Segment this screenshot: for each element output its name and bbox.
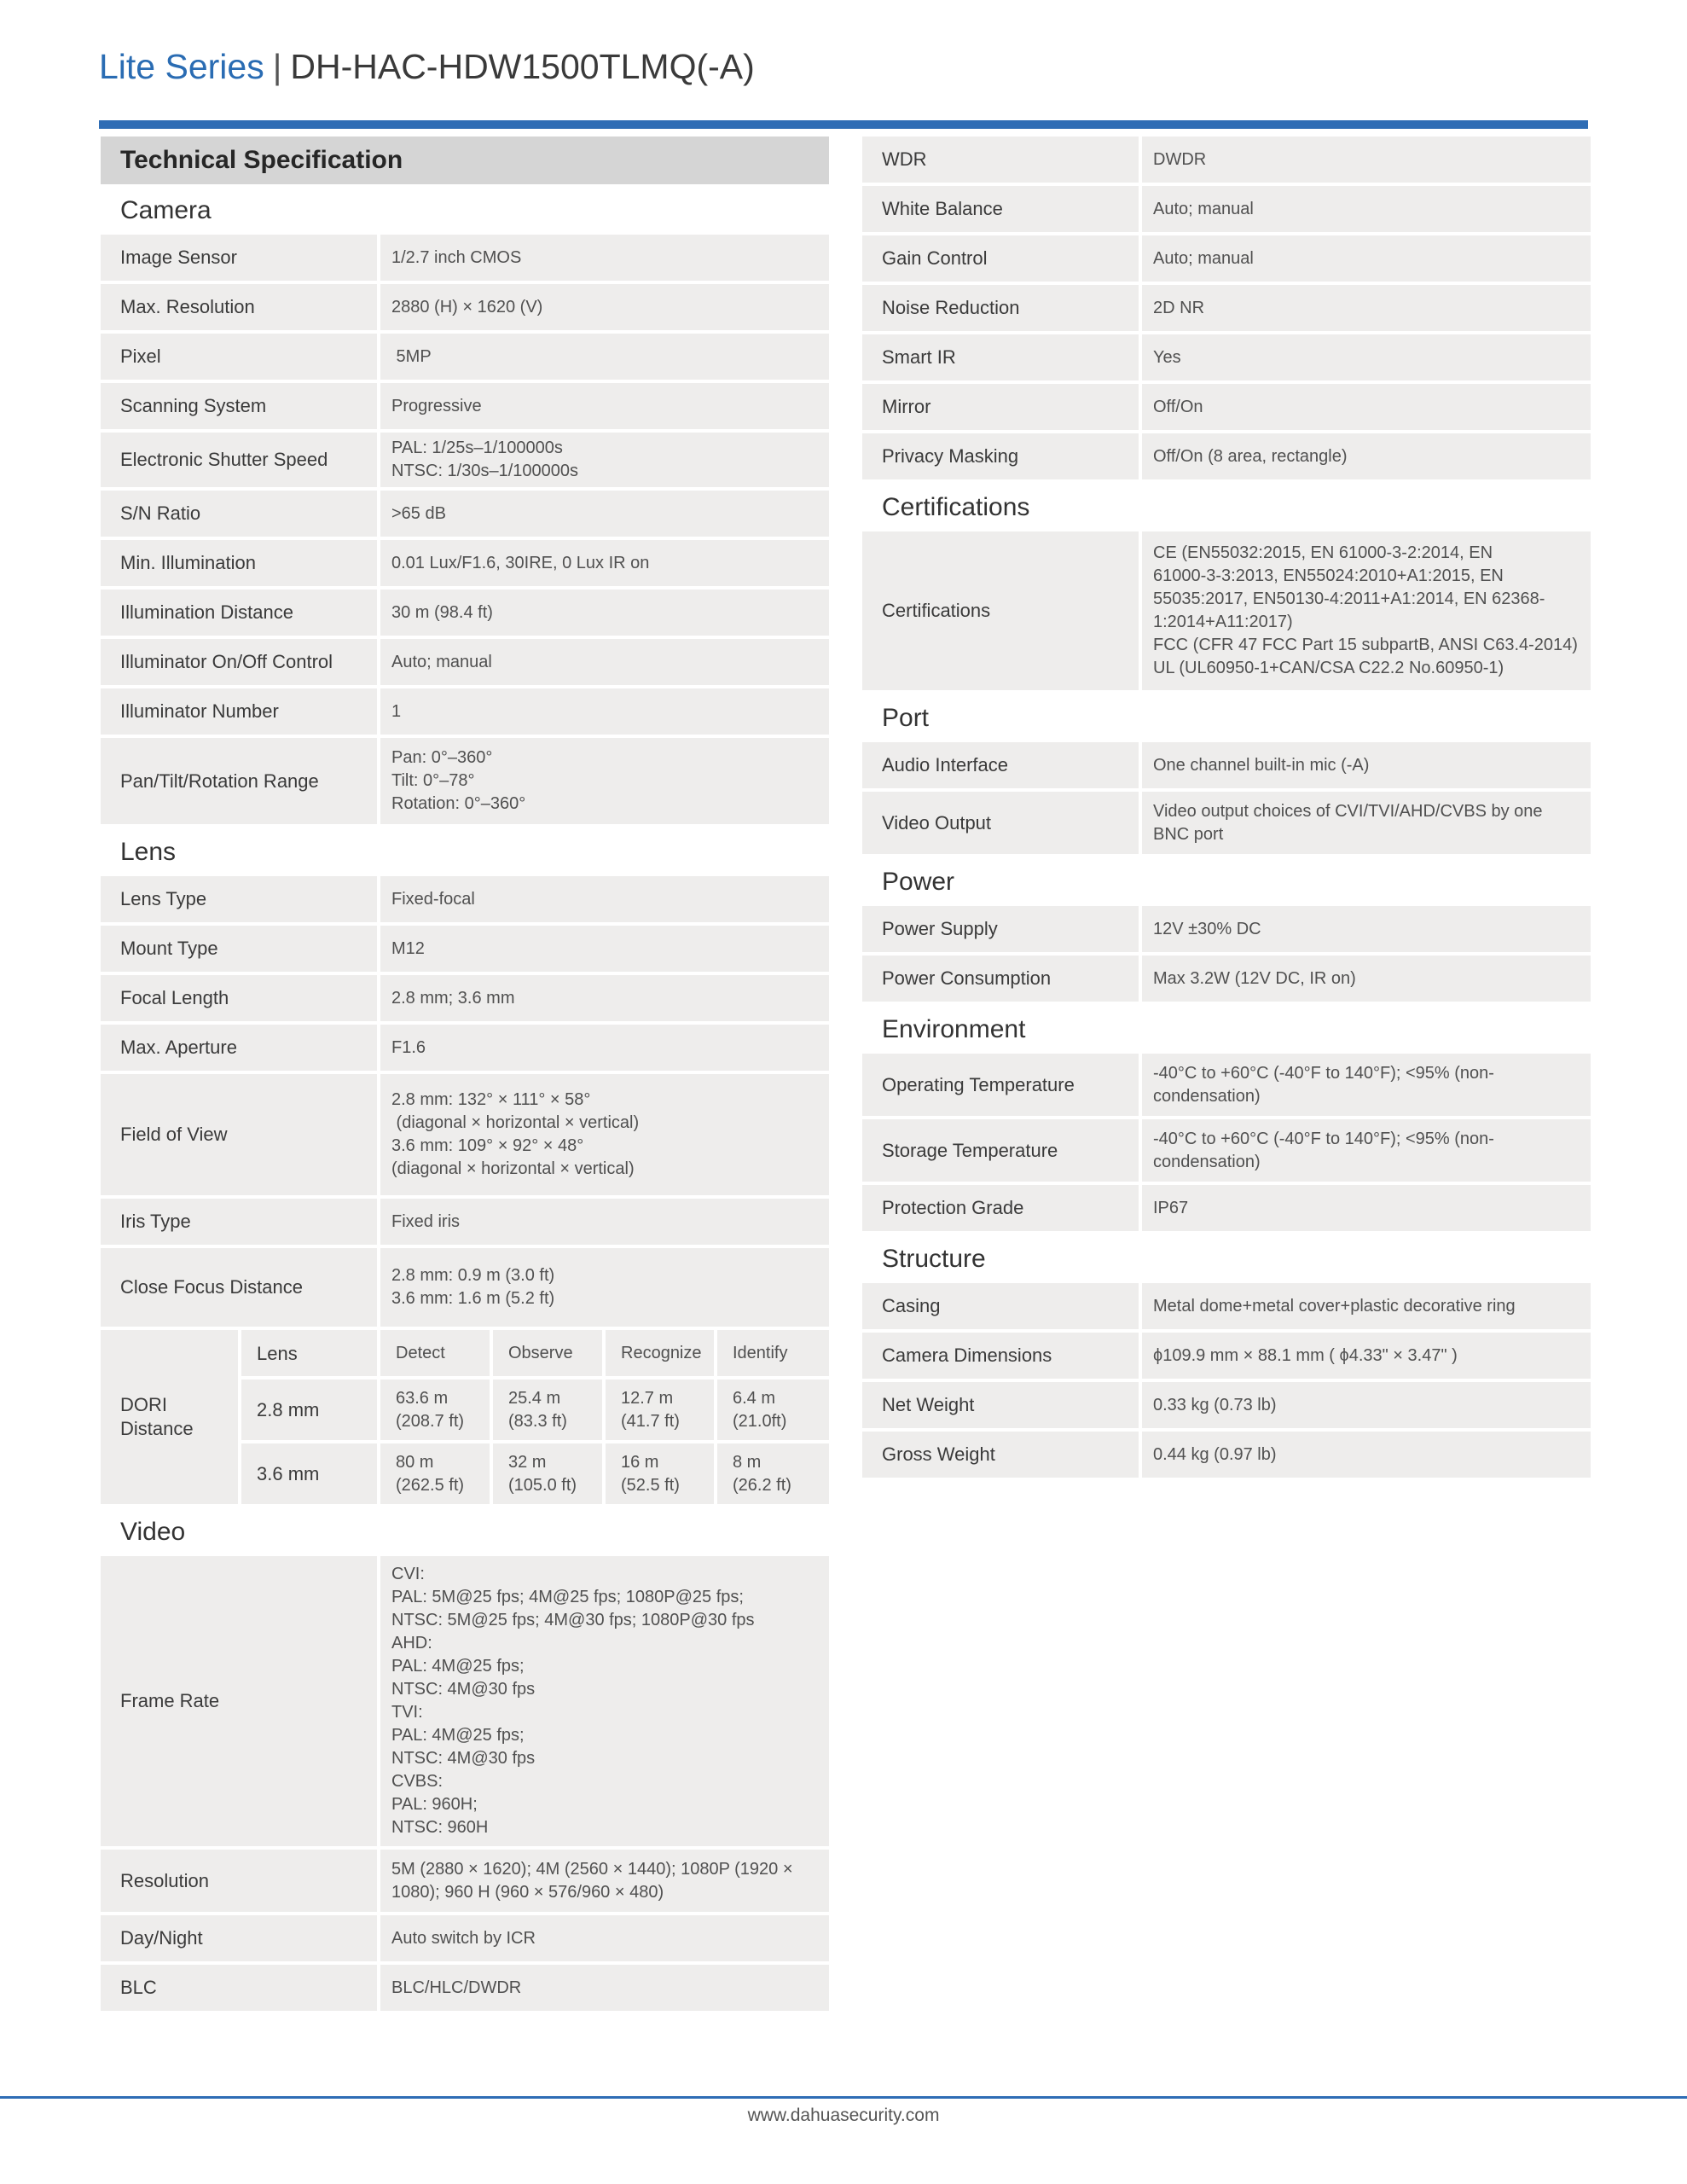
spec-label: Max. Resolution — [101, 284, 377, 330]
spec-row — [862, 186, 1591, 232]
spec-value-line: Fixed-focal — [391, 889, 475, 909]
spec-row — [101, 639, 829, 685]
spec-value — [1142, 1333, 1591, 1379]
video-spec-table — [101, 1556, 829, 2011]
spec-label: Power Consumption — [862, 956, 1139, 1002]
spec-value — [380, 1965, 829, 2011]
spec-value — [380, 926, 829, 972]
spec-value-line: condensation) — [1153, 1152, 1261, 1171]
spec-value-line: 2.8 mm; 3.6 mm — [391, 988, 515, 1008]
dori-lens-cell: 2.8 mm — [241, 1380, 377, 1440]
spec-value-line: 12V ±30% DC — [1153, 919, 1261, 938]
spec-value-line: PAL: 4M@25 fps; — [391, 1657, 525, 1676]
spec-value — [380, 1248, 829, 1327]
spec-label: White Balance — [862, 186, 1139, 232]
spec-value-line: PAL: 960H; — [391, 1795, 478, 1814]
dori-value-line: 12.7 m — [621, 1388, 674, 1408]
spec-label: Pan/Tilt/Rotation Range — [101, 738, 377, 824]
model-name: DH-HAC-HDW1500TLMQ(-A) — [290, 47, 755, 86]
spec-row — [862, 1432, 1591, 1478]
spec-value-line: 61000-3-3:2013, EN55024:2010+A1:2015, EN — [1153, 566, 1504, 585]
dori-value-cell — [717, 1380, 829, 1440]
spec-value-line: 0.01 Lux/F1.6, 30IRE, 0 Lux IR on — [391, 553, 650, 572]
dori-value-line: (208.7 ft) — [396, 1411, 465, 1431]
spec-label: Max. Aperture — [101, 1025, 377, 1071]
series-name: Lite Series — [99, 47, 264, 86]
spec-value-line: NTSC: 4M@30 fps — [391, 1680, 536, 1699]
spec-value — [1142, 1283, 1591, 1329]
dori-row — [241, 1443, 829, 1504]
spec-label: WDR — [862, 136, 1139, 183]
spec-label: Camera Dimensions — [862, 1333, 1139, 1379]
spec-row — [101, 334, 829, 380]
footer-url: www.dahuasecurity.com — [747, 2106, 940, 2125]
spec-value-line: 5M (2880 × 1620); 4M (2560 × 1440); 1080P (1920 × — [391, 1859, 793, 1879]
spec-value-line: -40°C to +60°C (-40°F to 140°F); <95% (non- — [1153, 1129, 1494, 1148]
left-column — [101, 136, 829, 2014]
spec-value-line: 1:2014+A11:2017) — [1153, 613, 1293, 631]
spec-value — [1142, 1382, 1591, 1428]
spec-value — [380, 491, 829, 537]
spec-label: Illuminator Number — [101, 688, 377, 735]
spec-value — [380, 1850, 829, 1912]
spec-row — [101, 1199, 829, 1245]
spec-label: Gross Weight — [862, 1432, 1139, 1478]
spec-value-line: 1/2.7 inch CMOS — [391, 247, 522, 267]
spec-value — [380, 383, 829, 429]
spec-value-line: Rotation: 0°–360° — [391, 794, 526, 813]
spec-value — [1142, 136, 1591, 183]
dori-value-cell — [606, 1443, 714, 1504]
power-spec-table — [862, 906, 1591, 1002]
spec-value — [380, 1074, 829, 1195]
spec-value-line: Progressive — [391, 396, 482, 415]
spec-label: Storage Temperature — [862, 1119, 1139, 1182]
spec-label: Illumination Distance — [101, 590, 377, 636]
spec-row — [101, 284, 829, 330]
spec-value-line: 2.8 mm: 0.9 m (3.0 ft) — [391, 1266, 555, 1285]
spec-value-line: AHD: — [391, 1634, 432, 1653]
spec-label: Scanning System — [101, 383, 377, 429]
spec-row — [862, 742, 1591, 788]
spec-value-line: CVBS: — [391, 1772, 443, 1791]
spec-value — [1142, 334, 1591, 380]
spec-value-line: 2880 (H) × 1620 (V) — [391, 297, 543, 317]
dori-value-cell — [606, 1380, 714, 1440]
spec-value-line: Metal dome+metal cover+plastic decorative ring — [1153, 1296, 1516, 1316]
header-rule — [99, 120, 1588, 129]
spec-value-line: ϕ109.9 mm × 88.1 mm ( ϕ4.33" × 3.47" ) — [1153, 1345, 1458, 1365]
spec-row — [862, 1382, 1591, 1428]
spec-label: Net Weight — [862, 1382, 1139, 1428]
spec-value-line: IP67 — [1153, 1198, 1189, 1217]
section-title-port: Port — [882, 703, 930, 732]
spec-value — [380, 876, 829, 922]
spec-value-line: PAL: 5M@25 fps; 4M@25 fps; 1080P@25 fps; — [391, 1588, 744, 1606]
spec-value-line: M12 — [391, 938, 425, 958]
dori-value-line: 63.6 m — [396, 1388, 449, 1408]
spec-value-line: 2D NR — [1153, 298, 1205, 317]
spec-value-line: condensation) — [1153, 1086, 1261, 1106]
dori-value-line: 25.4 m — [508, 1388, 561, 1408]
spec-row — [101, 738, 829, 824]
dori-distance-table — [101, 1330, 829, 1504]
spec-row — [101, 590, 829, 636]
spec-value-line: 55035:2017, EN50130-4:2011+A1:2014, EN 62368- — [1153, 590, 1545, 608]
spec-row — [101, 926, 829, 972]
title-separator: | — [272, 47, 282, 86]
dori-value-cell — [493, 1380, 602, 1440]
spec-value-line: >65 dB — [391, 503, 446, 523]
spec-label: Power Supply — [862, 906, 1139, 952]
spec-label: Privacy Masking — [862, 433, 1139, 479]
section-title-environment: Environment — [882, 1014, 1026, 1043]
environment-spec-table — [862, 1054, 1591, 1231]
spec-label: Focal Length — [101, 975, 377, 1021]
spec-value — [380, 738, 829, 824]
spec-value — [1142, 531, 1591, 690]
spec-label: Protection Grade — [862, 1185, 1139, 1231]
spec-value-line: -40°C to +60°C (-40°F to 140°F); <95% (non- — [1153, 1063, 1494, 1083]
spec-label: Iris Type — [101, 1199, 377, 1245]
spec-value-line: PAL: 1/25s–1/100000s — [391, 439, 563, 457]
dori-value-cell — [380, 1380, 490, 1440]
spec-value — [380, 688, 829, 735]
spec-value-line: Video output choices of CVI/TVI/AHD/CVBS by one — [1153, 801, 1543, 821]
port-spec-table — [862, 742, 1591, 854]
dori-value-line: 6.4 m — [733, 1388, 776, 1408]
lens-spec-table — [101, 876, 829, 1327]
spec-value-line: CVI: — [391, 1565, 425, 1583]
dori-grid — [241, 1330, 829, 1504]
spec-value-line: Pan: 0°–360° — [391, 748, 493, 767]
spec-value-line: 1080); 960 H (960 × 576/960 × 480) — [391, 1882, 664, 1902]
spec-row — [101, 1556, 829, 1846]
spec-value — [1142, 956, 1591, 1002]
spec-row — [862, 1333, 1591, 1379]
spec-value-line: Off/On — [1153, 397, 1203, 416]
spec-row — [101, 433, 829, 487]
spec-row — [101, 540, 829, 586]
spec-value-line: TVI: — [391, 1703, 423, 1722]
dori-label-line: DORI — [120, 1394, 167, 1415]
spec-label: Image Sensor — [101, 235, 377, 281]
spec-row — [101, 491, 829, 537]
section-title-video: Video — [120, 1517, 186, 1546]
spec-row — [862, 531, 1591, 690]
spec-value — [1142, 235, 1591, 282]
spec-row — [862, 235, 1591, 282]
spec-value-line: 2.8 mm: 132° × 111° × 58° — [391, 1090, 591, 1109]
spec-value-line: Off/On (8 area, rectangle) — [1153, 446, 1348, 466]
spec-value-line: NTSC: 5M@25 fps; 4M@30 fps; 1080P@30 fps — [391, 1611, 755, 1629]
dori-row — [241, 1380, 829, 1440]
spec-label: Illuminator On/Off Control — [101, 639, 377, 685]
dori-value-line: 16 m — [621, 1452, 659, 1472]
spec-value-line: 30 m (98.4 ft) — [391, 602, 493, 622]
dori-header-cell: Identify — [717, 1330, 829, 1376]
section-title-camera: Camera — [120, 195, 212, 224]
spec-value — [1142, 186, 1591, 232]
dori-value-line: 32 m — [508, 1452, 547, 1472]
spec-value-line: Max 3.2W (12V DC, IR on) — [1153, 968, 1356, 988]
dori-label-line: Distance — [120, 1418, 194, 1439]
dori-label — [101, 1330, 238, 1504]
spec-value — [380, 433, 829, 487]
spec-value — [380, 1025, 829, 1071]
dori-header-cell: Detect — [380, 1330, 490, 1376]
spec-value-line: Tilt: 0°–78° — [391, 771, 475, 790]
spec-value — [380, 639, 829, 685]
dori-value-line: (21.0ft) — [733, 1411, 787, 1431]
spec-value — [380, 1556, 829, 1846]
spec-value — [1142, 1119, 1591, 1182]
dori-header-cell: Lens — [241, 1330, 377, 1376]
spec-row — [862, 956, 1591, 1002]
spec-value — [380, 540, 829, 586]
spec-label: Electronic Shutter Speed — [101, 433, 377, 487]
spec-value-line: Auto; manual — [1153, 199, 1254, 218]
spec-value — [1142, 1054, 1591, 1116]
dori-value-line: (105.0 ft) — [508, 1475, 577, 1495]
spec-value-line: NTSC: 4M@30 fps — [391, 1749, 536, 1768]
spec-value — [1142, 792, 1591, 854]
spec-value-line: 3.6 mm: 109° × 92° × 48° — [391, 1136, 584, 1155]
camera-spec-table — [101, 235, 829, 824]
spec-value — [1142, 742, 1591, 788]
spec-value-line: Auto switch by ICR — [391, 1928, 536, 1948]
spec-row — [101, 1915, 829, 1961]
spec-value — [1142, 285, 1591, 331]
dori-value-line: 8 m — [733, 1452, 762, 1472]
certifications-spec-table — [862, 531, 1591, 690]
structure-spec-table — [862, 1283, 1591, 1478]
dori-value-line: 80 m — [396, 1452, 434, 1472]
spec-label: Day/Night — [101, 1915, 377, 1961]
spec-value-line: F1.6 — [391, 1037, 426, 1057]
spec-row — [101, 235, 829, 281]
spec-value-line: CE (EN55032:2015, EN 61000-3-2:2014, EN — [1153, 543, 1493, 562]
spec-label: Gain Control — [862, 235, 1139, 282]
spec-value-line: DWDR — [1153, 149, 1207, 169]
right-column — [862, 136, 1591, 1481]
spec-label: Certifications — [862, 531, 1139, 690]
spec-row — [101, 1248, 829, 1327]
spec-label: Min. Illumination — [101, 540, 377, 586]
dori-lens-cell: 3.6 mm — [241, 1443, 377, 1504]
dori-header-cell: Observe — [493, 1330, 602, 1376]
spec-value — [380, 975, 829, 1021]
spec-value-line: 0.33 kg (0.73 lb) — [1153, 1395, 1277, 1414]
spec-row — [862, 384, 1591, 430]
spec-label: Noise Reduction — [862, 285, 1139, 331]
section-title-lens: Lens — [120, 837, 177, 866]
spec-value-line: BNC port — [1153, 824, 1224, 844]
spec-label: Smart IR — [862, 334, 1139, 380]
spec-value-line: One channel built-in mic (-A) — [1153, 755, 1370, 775]
spec-label: Lens Type — [101, 876, 377, 922]
spec-value-line: 3.6 mm: 1.6 m (5.2 ft) — [391, 1289, 555, 1308]
spec-row — [862, 136, 1591, 183]
image-spec-table — [862, 136, 1591, 479]
spec-label: Frame Rate — [101, 1556, 377, 1846]
spec-value — [1142, 906, 1591, 952]
spec-row — [101, 975, 829, 1021]
spec-row — [862, 1119, 1591, 1182]
spec-label: Resolution — [101, 1850, 377, 1912]
spec-row — [862, 792, 1591, 854]
page-title — [99, 49, 755, 84]
spec-label: S/N Ratio — [101, 491, 377, 537]
spec-row — [862, 1185, 1591, 1231]
spec-row — [862, 906, 1591, 952]
spec-value — [380, 284, 829, 330]
spec-value-line: NTSC: 960H — [391, 1818, 489, 1837]
spec-value-line: 0.44 kg (0.97 lb) — [1153, 1444, 1277, 1464]
dori-value-line: (262.5 ft) — [396, 1475, 465, 1495]
dori-value-line: (26.2 ft) — [733, 1475, 791, 1495]
footer-rule — [0, 2096, 1687, 2099]
spec-value-line: Yes — [1153, 347, 1181, 367]
section-title-certifications: Certifications — [882, 492, 1030, 521]
spec-value-line: (diagonal × horizontal × vertical) — [391, 1159, 635, 1178]
spec-label: Field of View — [101, 1074, 377, 1195]
dori-value-line: (41.7 ft) — [621, 1411, 680, 1431]
spec-value — [380, 1199, 829, 1245]
dori-value-cell — [380, 1443, 490, 1504]
section-title-structure: Structure — [882, 1244, 986, 1273]
spec-label: Audio Interface — [862, 742, 1139, 788]
spec-row — [862, 285, 1591, 331]
spec-value-line: Auto; manual — [1153, 248, 1254, 268]
dori-header-cell: Recognize — [606, 1330, 714, 1376]
spec-row — [101, 1850, 829, 1912]
spec-value — [380, 590, 829, 636]
spec-row — [862, 1283, 1591, 1329]
spec-row — [101, 383, 829, 429]
spec-label: BLC — [101, 1965, 377, 2011]
spec-value — [380, 1915, 829, 1961]
dori-value-line: (83.3 ft) — [508, 1411, 567, 1431]
spec-heading: Technical Specification — [101, 136, 829, 184]
spec-value — [1142, 384, 1591, 430]
spec-value-line: Fixed iris — [391, 1211, 461, 1231]
spec-value — [1142, 433, 1591, 479]
spec-value — [1142, 1432, 1591, 1478]
spec-value — [380, 334, 829, 380]
section-title-power: Power — [882, 867, 955, 896]
spec-row — [862, 433, 1591, 479]
spec-value-line: 1 — [391, 701, 402, 721]
spec-row — [101, 876, 829, 922]
dori-value-line: (52.5 ft) — [621, 1475, 680, 1495]
spec-label: Operating Temperature — [862, 1054, 1139, 1116]
spec-value-line: UL (UL60950-1+CAN/CSA C22.2 No.60950-1) — [1153, 659, 1504, 677]
spec-label: Casing — [862, 1283, 1139, 1329]
spec-row — [101, 688, 829, 735]
spec-value-line: FCC (CFR 47 FCC Part 15 subpartB, ANSI C63.4-2014) — [1153, 636, 1578, 654]
spec-row — [101, 1965, 829, 2011]
spec-label: Video Output — [862, 792, 1139, 854]
spec-value — [380, 235, 829, 281]
spec-value — [1142, 1185, 1591, 1231]
spec-label: Pixel — [101, 334, 377, 380]
spec-label: Mount Type — [101, 926, 377, 972]
dori-value-cell — [717, 1443, 829, 1504]
dori-header-row — [241, 1330, 829, 1376]
spec-row — [862, 334, 1591, 380]
spec-row — [101, 1074, 829, 1195]
spec-row — [101, 1025, 829, 1071]
spec-value-line: 5MP — [391, 346, 432, 366]
spec-value-line: (diagonal × horizontal × vertical) — [391, 1113, 640, 1132]
spec-label: Mirror — [862, 384, 1139, 430]
spec-value-line: PAL: 4M@25 fps; — [391, 1726, 525, 1745]
spec-label: Close Focus Distance — [101, 1248, 377, 1327]
spec-value-line: BLC/HLC/DWDR — [391, 1978, 522, 1997]
spec-row — [862, 1054, 1591, 1116]
dori-value-cell — [493, 1443, 602, 1504]
spec-value-line: Auto; manual — [391, 652, 492, 671]
spec-value-line: NTSC: 1/30s–1/100000s — [391, 462, 579, 480]
